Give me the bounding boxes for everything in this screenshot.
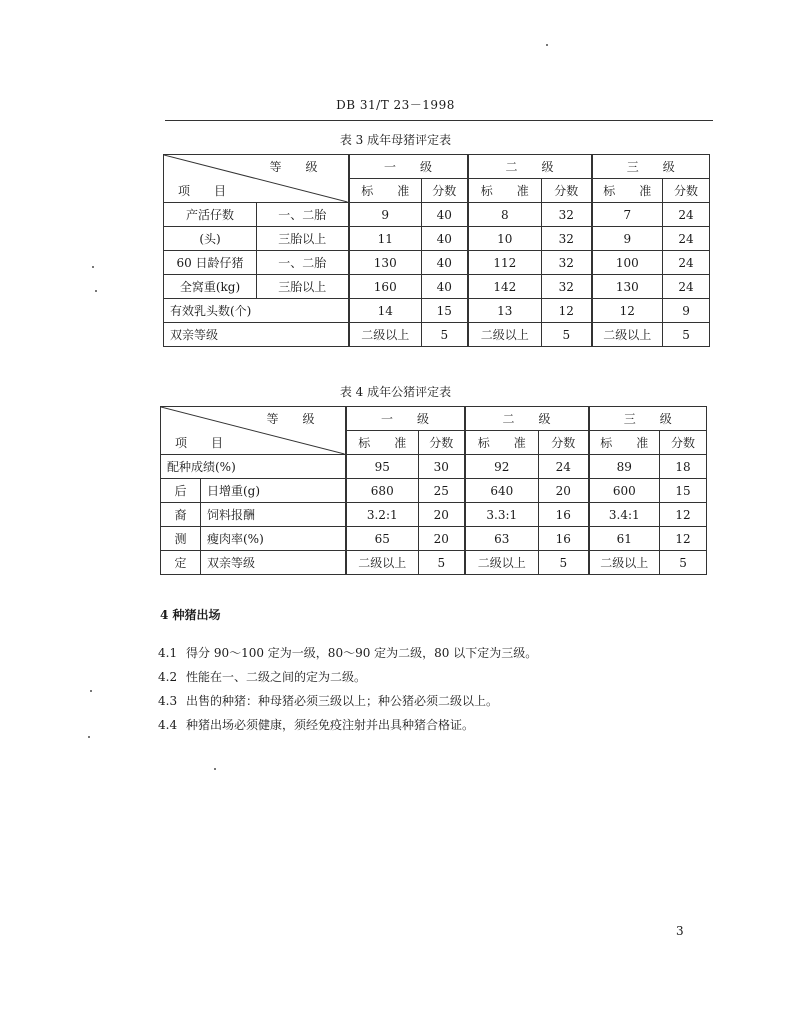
scan-speck <box>88 736 90 738</box>
table3-cell: 11 <box>349 227 422 251</box>
table4-item: 饲料报酬 <box>201 503 346 527</box>
section-title: 4 种猪出场 <box>160 608 221 622</box>
table3-cell: 24 <box>663 251 710 275</box>
table4-cell: 3.4:1 <box>589 503 660 527</box>
item-text: 出售的种猪：种母猪必须三级以上；种公猪必须二级以上。 <box>186 694 499 708</box>
table4-cell: 24 <box>539 455 589 479</box>
list-item <box>158 692 498 709</box>
table4-cell: 5 <box>419 551 465 575</box>
table4-sub-score: 分数 <box>539 431 589 455</box>
table3-sub-score: 分数 <box>542 179 592 203</box>
table4-cell: 二级以上 <box>589 551 660 575</box>
table3-cell: 二级以上 <box>592 323 663 347</box>
table3-cell: 32 <box>542 275 592 299</box>
table4-sub-standard: 标 准 <box>589 431 660 455</box>
table3-corner-cell <box>164 155 349 203</box>
table-row <box>161 503 707 527</box>
table4-cell: 20 <box>539 479 589 503</box>
table4-item-header: 项 目 <box>175 436 224 450</box>
table4-grade-header: 等 级 <box>266 412 315 426</box>
table3-cell: 24 <box>663 227 710 251</box>
table4-item: 双亲等级 <box>201 551 346 575</box>
table4-cell: 92 <box>465 455 539 479</box>
table3-cell: 130 <box>592 275 663 299</box>
table4-cell: 61 <box>589 527 660 551</box>
item-text: 种猪出场必须健康，须经免疫注射并出具种猪合格证。 <box>186 718 475 732</box>
table4-group-label: 定 <box>161 551 201 575</box>
table3-item: 产活仔数 <box>164 203 257 227</box>
table4-group-label: 裔 <box>161 503 201 527</box>
table4-cell: 18 <box>660 455 707 479</box>
table3-item: 双亲等级 <box>164 323 349 347</box>
table3-item: 全窝重(kg) <box>164 275 257 299</box>
table4-sub-score: 分数 <box>419 431 465 455</box>
table3-cell: 130 <box>349 251 422 275</box>
table4-sub-standard: 标 准 <box>346 431 419 455</box>
table4-cell: 15 <box>660 479 707 503</box>
table4-group-label: 测 <box>161 527 201 551</box>
table4-cell: 600 <box>589 479 660 503</box>
item-number: 4.1 <box>158 646 178 660</box>
table3-cell: 5 <box>422 323 468 347</box>
table3-cell: 10 <box>468 227 542 251</box>
table4-cell: 16 <box>539 527 589 551</box>
table-row <box>164 323 710 347</box>
scan-speck <box>92 266 94 268</box>
table4-cell: 12 <box>660 527 707 551</box>
table3-cell: 40 <box>422 275 468 299</box>
table3-cell: 142 <box>468 275 542 299</box>
table4-grade-2: 二 级 <box>465 407 589 431</box>
table3-sub-standard: 标 准 <box>592 179 663 203</box>
table4-cell: 95 <box>346 455 419 479</box>
table4-cell: 二级以上 <box>465 551 539 575</box>
item-number: 4.4 <box>158 718 178 732</box>
table4-item: 配种成绩(%) <box>161 455 346 479</box>
table4-group-label: 后 <box>161 479 201 503</box>
table3-cell: 13 <box>468 299 542 323</box>
table4-cell: 89 <box>589 455 660 479</box>
table4-caption: 表 4 成年公猪评定表 <box>339 385 452 399</box>
table3-sub-score: 分数 <box>663 179 710 203</box>
table3-cell: 32 <box>542 203 592 227</box>
table3-cell: 9 <box>592 227 663 251</box>
scan-speck <box>214 768 216 770</box>
document-header: DB 31/T 23－1998 <box>336 98 455 112</box>
page-number: 3 <box>676 924 684 938</box>
table3-cell: 32 <box>542 227 592 251</box>
scan-speck <box>90 690 92 692</box>
list-item <box>158 716 474 733</box>
table-row <box>164 299 710 323</box>
table3-grade-2: 二 级 <box>468 155 592 179</box>
table3-cell: 40 <box>422 251 468 275</box>
table4-cell: 3.2:1 <box>346 503 419 527</box>
table3-cell: 24 <box>663 203 710 227</box>
table3-cell: 40 <box>422 203 468 227</box>
table3-grade-header: 等 级 <box>269 160 318 174</box>
table4 <box>160 406 707 575</box>
table4-sub-standard: 标 准 <box>465 431 539 455</box>
table3-cell: 14 <box>349 299 422 323</box>
table3-caption: 表 3 成年母猪评定表 <box>339 133 452 147</box>
table3-cell: 12 <box>542 299 592 323</box>
list-item <box>158 644 537 661</box>
table-row <box>164 275 710 299</box>
table3-grade-3: 三 级 <box>592 155 710 179</box>
table3-sub-standard: 标 准 <box>468 179 542 203</box>
table4-grade-1: 一 级 <box>346 407 465 431</box>
table3-item: 60 日龄仔猪 <box>164 251 257 275</box>
table-row <box>164 203 710 227</box>
table4-cell: 16 <box>539 503 589 527</box>
table3-cell: 9 <box>349 203 422 227</box>
table3-cell: 100 <box>592 251 663 275</box>
table3 <box>163 154 710 347</box>
table4-item: 瘦肉率(%) <box>201 527 346 551</box>
item-number: 4.3 <box>158 694 178 708</box>
table4-item: 日增重(g) <box>201 479 346 503</box>
table4-cell: 30 <box>419 455 465 479</box>
table-row <box>161 527 707 551</box>
table3-grade-1: 一 级 <box>349 155 468 179</box>
table4-cell: 20 <box>419 503 465 527</box>
table4-cell: 63 <box>465 527 539 551</box>
table3-cell: 112 <box>468 251 542 275</box>
table4-cell: 65 <box>346 527 419 551</box>
table3-sub-standard: 标 准 <box>349 179 422 203</box>
table3-cell: 24 <box>663 275 710 299</box>
table3-cell: 5 <box>542 323 592 347</box>
table-row <box>161 455 707 479</box>
table4-cell: 3.3:1 <box>465 503 539 527</box>
table3-cell: 160 <box>349 275 422 299</box>
table4-cell: 二级以上 <box>346 551 419 575</box>
table3-subitem: 一、二胎 <box>257 251 349 275</box>
table3-sub-score: 分数 <box>422 179 468 203</box>
table4-cell: 680 <box>346 479 419 503</box>
table3-cell: 12 <box>592 299 663 323</box>
table3-cell: 9 <box>663 299 710 323</box>
table4-cell: 5 <box>660 551 707 575</box>
table4-cell: 12 <box>660 503 707 527</box>
table3-cell: 15 <box>422 299 468 323</box>
table3-cell: 二级以上 <box>349 323 422 347</box>
table3-cell: 32 <box>542 251 592 275</box>
table4-cell: 640 <box>465 479 539 503</box>
table3-subitem: 三胎以上 <box>257 275 349 299</box>
item-text: 性能在一、二级之间的定为二级。 <box>186 670 367 684</box>
header-rule <box>165 120 713 121</box>
table4-corner-cell <box>161 407 346 455</box>
scan-speck <box>95 290 97 292</box>
table3-cell: 7 <box>592 203 663 227</box>
table-row <box>161 479 707 503</box>
table3-cell: 8 <box>468 203 542 227</box>
table4-cell: 20 <box>419 527 465 551</box>
scan-speck <box>546 44 548 46</box>
table3-subitem: 一、二胎 <box>257 203 349 227</box>
table3-subitem: 三胎以上 <box>257 227 349 251</box>
list-item <box>158 668 366 685</box>
table4-cell: 25 <box>419 479 465 503</box>
table3-cell: 40 <box>422 227 468 251</box>
table3-item: (头) <box>164 227 257 251</box>
table-row <box>164 227 710 251</box>
table3-item-header: 项 目 <box>178 184 227 198</box>
table4-cell: 5 <box>539 551 589 575</box>
table-row <box>161 551 707 575</box>
table-row <box>164 251 710 275</box>
table4-sub-score: 分数 <box>660 431 707 455</box>
table3-cell: 5 <box>663 323 710 347</box>
item-number: 4.2 <box>158 670 178 684</box>
table3-cell: 二级以上 <box>468 323 542 347</box>
item-text: 得分 90～100 定为一级，80～90 定为二级，80 以下定为三级。 <box>186 646 538 660</box>
table4-grade-3: 三 级 <box>589 407 707 431</box>
table3-item: 有效乳头数(个) <box>164 299 349 323</box>
